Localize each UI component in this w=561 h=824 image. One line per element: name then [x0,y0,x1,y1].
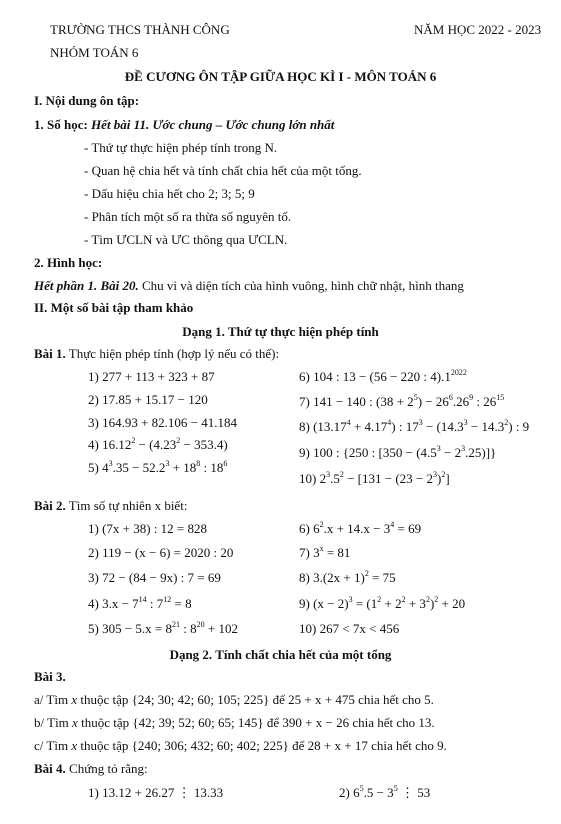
bai1-text: Thực hiện phép tính (hợp lý nếu có thể): [65,346,280,361]
b2-item-10: 10) 267 < 7x < 456 [299,621,400,636]
bullet-3: - Dấu hiệu chia hết cho 2; 3; 5; 9 [84,186,255,201]
b2-item-3: 3) 72 − (84 − 9x) : 7 = 69 [88,570,221,585]
bai3-b-prefix: b/ Tìm [34,715,73,730]
bai3-c [34,738,447,754]
b2-item-5: 5) $305 - 5.x = 8^{21}$ : $8^{20} + 102$ [88,619,238,636]
b2-item-8: 8) $3.(2x + 1)^2 = 75$ [299,568,396,585]
b1-item-7: 7) 141 − 140 : $(38 + 2^5) - 26^6.26^9$ : $26^{15}$ [299,392,505,409]
b1-item-3: 3) 164.93 + 82.106 − 41.184 [88,415,237,430]
section-2-heading: II. Một số bài tập tham khảo [34,300,194,315]
bai4-text: Chứng tỏ rằng: [65,761,148,776]
arith-scope: Hết bài 11. Ước chung – Ước chung lớn nhất [91,117,335,132]
bai3-c-set: thuộc tập {240; 306; 432; 60; 402; 225} để [77,738,308,753]
bai2-line [34,498,187,514]
bai3-b-expr: 390 + x − 26 [282,715,350,730]
b2-item-2: 2) 119 − (x − 6) = 2020 : 20 [88,545,234,560]
geo-scope: Hết phần 1. Bài 20. [34,278,139,293]
bai2-text: Tìm số tự nhiên x biết: [65,498,188,513]
bai1-line [34,346,279,362]
section-1-heading: I. Nội dung ôn tập: [34,93,140,108]
bai3-c-prefix: c/ Tìm [34,738,72,753]
b2-item-6: 6) $6^2.x + 14.x - 3^4 = 69$ [299,519,422,536]
school-name: TRƯỜNG THCS THÀNH CÔNG [50,22,230,37]
bullet-5: - Tìm ƯCLN và ƯC thông qua ƯCLN. [84,232,288,247]
bai2-label: Bài 2. [34,498,66,513]
bai3-a-set: thuộc tập {24; 30; 42; 60; 105; 225} để [77,692,289,707]
geo-label: 2. Hình học: [34,255,103,270]
document-title: ĐỀ CƯƠNG ÔN TẬP GIỮA HỌC KÌ I - MÔN TOÁN 6 [124,69,437,84]
arith-label: 1. Số học: [34,117,92,132]
b4-item-1: 1) 13.12 + 26.27 ⋮ 13.33 [88,785,224,800]
bai3-b [34,715,435,731]
geo-line [34,278,464,294]
bai3-b-suffix: chia hết cho 13. [349,715,435,730]
group-name: NHÓM TOÁN 6 [50,45,139,60]
bai4-line [34,761,148,777]
b1-item-5: 5) $4^3.35 - 52.2^3 + 18^8$ : $18^6$ [88,458,228,475]
bai3-c-suffix: chia hết cho 9. [367,738,447,753]
b2-item-7: 7) $3^x = 81$ [299,543,351,560]
b4-item-2: 2) $6^5.5 - 3^5$ ⋮ 53 [339,783,431,800]
bai3-a-suffix: chia hết cho 5. [354,692,434,707]
b1-item-2: 2) 17.85 + 15.17 − 120 [88,392,208,407]
bai3-c-expr: 28 + x + 17 [307,738,368,753]
bai3-b-set: thuộc tập {42; 39; 52; 60; 65; 145} để [77,715,283,730]
bai3-a-expr: 25 + x + 475 [288,692,355,707]
b1-item-8: 8) $(13.17^4 + 4.17^4)$ : $17^3 - (14.3^3 - 14.3^2)$ : 9 [299,417,530,434]
b1-item-1: 1) 277 + 113 + 323 + 87 [88,369,215,384]
b1-item-6: 6) 104 : 13 − (56 − 220 : $4).1^{2022}$ [299,367,467,384]
bai3-a-var: x [71,692,78,707]
b2-item-9: 9) $(x - 2)^3 = (1^2 + 2^2 + 3^2)^2 + 20$ [299,594,466,611]
b1-item-4: 4) $16.12^2 - (4.23^2 - 353.4)$ [88,435,228,452]
form-1-heading: Dạng 1. Thứ tự thực hiện phép tính [182,324,379,339]
bai3-a [34,692,434,708]
bai3-label: Bài 3. [34,669,66,684]
b1-item-9: 9) 100 : {250 : $[350 - (4.5^3 - 2^3.25)]$} [299,443,497,460]
bullet-2: - Quan hệ chia hết và tính chất chia hết của một tổng. [84,163,362,178]
b2-item-1: 1) (7x + 38) : 12 = 828 [88,521,208,536]
school-year: NĂM HỌC 2022 - 2023 [414,22,542,37]
bai3-c-var: x [71,738,78,753]
bullet-4: - Phân tích một số ra thừa số nguyên tố. [84,209,292,224]
bai4-label: Bài 4. [34,761,66,776]
form-2-heading: Dạng 2. Tính chất chia hết của một tổng [169,647,392,662]
bai3-b-var: x [72,715,78,730]
bullet-1: - Thứ tự thực hiện phép tính trong N. [84,140,278,155]
bai1-label: Bài 1. [34,346,66,361]
arith-line [34,117,334,133]
geo-text: Chu vi và diện tích của hình vuông, hình chữ nhật, hình thang [138,278,464,293]
b1-item-10: 10) $2^3.5^2 - [131 - (23 - 2^3)^2]$ [299,469,450,486]
b2-item-4: 4) $3.x - 7^{14}$ : $7^{12} = 8$ [88,594,192,611]
bai3-a-prefix: a/ Tìm [34,692,72,707]
